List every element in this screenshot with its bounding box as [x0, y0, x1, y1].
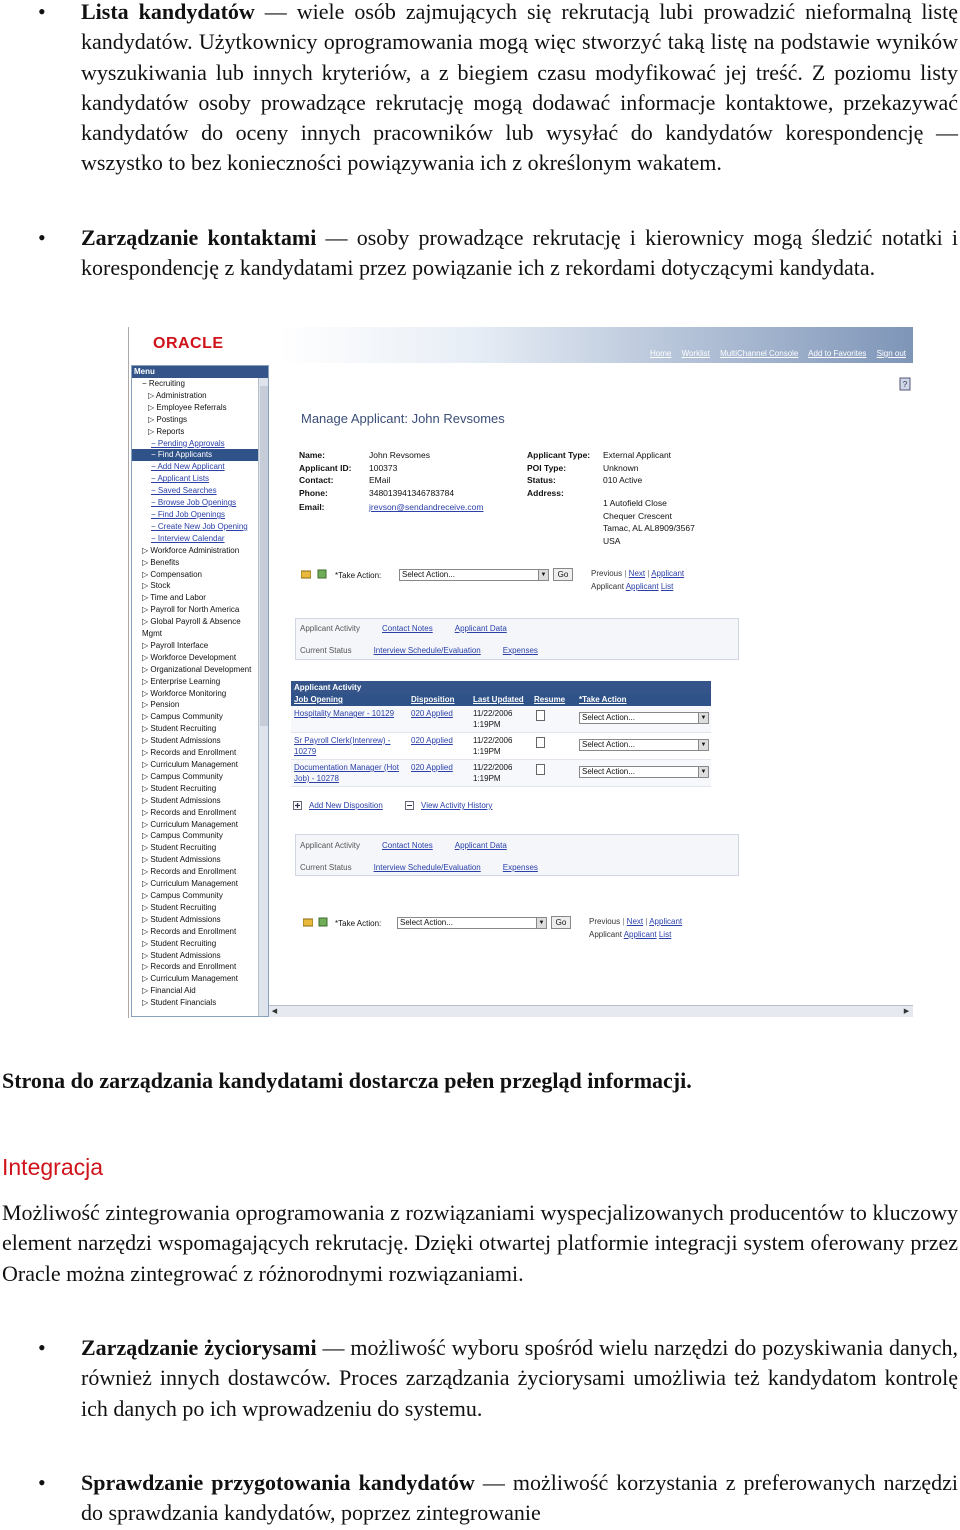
menu-item[interactable]: ▷ Pension	[142, 700, 180, 710]
table-row	[291, 760, 711, 787]
menu-item[interactable]: ▷ Curriculum Management	[142, 879, 238, 889]
nav-link-favorites[interactable]: Add to Favorites	[808, 349, 867, 358]
row-take-action-select[interactable]	[579, 766, 709, 778]
go-button[interactable]: Go	[553, 568, 573, 581]
chevron-down-icon: ▼	[698, 713, 708, 723]
menu-item[interactable]: ▷ Workforce Development	[142, 652, 237, 662]
menu-item[interactable]: ▷ Employee Referrals	[148, 402, 227, 412]
phone-label: Phone:	[299, 487, 328, 498]
menu-item[interactable]: ▷ Reports	[148, 426, 185, 436]
last-updated-date	[473, 735, 512, 757]
resume-icon[interactable]	[536, 737, 545, 748]
menu-item[interactable]: ▷ Curriculum Management	[142, 819, 238, 829]
last-updated-date	[473, 708, 512, 730]
menu-item[interactable]: ▷ Campus Community	[142, 771, 223, 781]
bullet-candidate-screening	[0, 1468, 960, 1529]
date-value: 11/22/2006	[473, 763, 513, 772]
navigate-links: Previous | Next | Applicant Applicant Applicant List	[591, 569, 685, 591]
bullet-contact-management	[0, 223, 960, 284]
menu-item[interactable]: ▷ Records and Enrollment	[142, 748, 237, 758]
bullet-glyph: •	[38, 1470, 46, 1495]
tab-contact-notes-2[interactable]: Contact Notes	[382, 841, 433, 850]
time-value: 1:19PM	[473, 720, 501, 729]
row-action-value: Select Action...	[582, 740, 635, 749]
menu-item[interactable]: ▷ Student Recruiting	[142, 938, 217, 948]
bullet-glyph: •	[38, 1335, 46, 1360]
menu-item[interactable]: − Find Applicants	[132, 449, 268, 461]
phone-value: 348013941346783784	[369, 487, 455, 498]
disposition-link[interactable]: 020 Applied	[411, 709, 453, 718]
type-value: External Applicant	[603, 450, 672, 460]
bullet-text	[81, 223, 958, 284]
poi-value: Unknown	[603, 462, 639, 473]
menu-item[interactable]: − Saved Searches	[151, 486, 217, 496]
menu-item[interactable]: ▷ Workforce Administration	[142, 545, 240, 555]
take-action-select[interactable]	[399, 569, 549, 581]
time-value: 1:19PM	[473, 774, 501, 783]
contact-label: Contact:	[299, 475, 334, 485]
menu-item[interactable]: ▷ Workforce Monitoring	[142, 688, 227, 698]
job-opening-link[interactable]: Sr Payroll Clerk(Intenrew) - 10279	[294, 736, 391, 756]
date-value: 11/22/2006	[473, 736, 513, 745]
applicant-label: Applicant	[591, 582, 624, 591]
bullet-glyph: •	[38, 0, 46, 24]
address-line: Tamac, AL AL8909/3567	[603, 523, 695, 533]
add-disposition-link[interactable]: Add New Disposition	[309, 801, 383, 810]
col-resume: Resume	[534, 695, 566, 704]
job-opening-link[interactable]: Documentation Manager (Hot Job) - 10278	[294, 763, 399, 783]
status-value: 010 Active	[603, 475, 643, 485]
table-row	[291, 706, 711, 733]
horizontal-scrollbar[interactable]	[269, 1005, 913, 1017]
scroll-left-icon[interactable]: ◀	[271, 1008, 278, 1015]
chevron-down-icon: ▼	[698, 767, 708, 777]
menu-item[interactable]: ▷ Benefits	[142, 557, 180, 567]
menu-item[interactable]: ▷ Student Admissions	[142, 914, 221, 924]
menu-item[interactable]: − Interview Calendar	[151, 533, 225, 543]
folder-icon[interactable]	[301, 569, 311, 579]
nav-links	[650, 349, 913, 358]
menu-item[interactable]: ▷ Curriculum Management	[142, 760, 238, 769]
tab-contact-notes[interactable]: Contact Notes	[382, 624, 433, 633]
time-value: 1:19PM	[473, 747, 501, 756]
menu-item[interactable]: ▷ Administration	[148, 390, 207, 400]
page-title: Manage Applicant: John Revsomes	[301, 411, 505, 426]
bullet-body: — osoby prowadzące rekrutację i kierownicy mogą śledzić notatki i korespondencję z kandydatami przez powiązanie ich z rekordami dotyczącymi kandydata.	[81, 225, 958, 281]
email-label: Email:	[299, 502, 325, 512]
bullet-bold: Zarządzanie kontaktami	[81, 225, 317, 250]
nav-link-home[interactable]: Home	[650, 349, 672, 358]
previous-label-2: Previous	[589, 917, 621, 926]
menu-item[interactable]: ▷ Student Financials	[142, 998, 217, 1008]
menu-item[interactable]: Mgmt	[142, 629, 162, 639]
bullet-bold: Sprawdzanie przygotowania kandydatów	[81, 1470, 475, 1495]
take-action-select-2[interactable]	[397, 917, 547, 929]
name-label: Name:	[299, 450, 325, 460]
bullet-bold: Lista kandydatów	[81, 0, 255, 24]
menu-item[interactable]: ▷ Student Recruiting	[142, 724, 217, 734]
tab-current-status-2[interactable]: Current Status	[300, 863, 352, 872]
activity-grid-caption: Applicant Activity	[291, 681, 711, 694]
integration-paragraph: Możliwość zintegrowania oprogramowania z rozwiązaniami wyspecjalizowanych producentów to kluczowy element narzędzi wspomagających rekrutację. Dzięki otwartej platformie integracji system oferowany przez Oracle można zintegrować z różnorodnymi rozwiązaniami.	[2, 1200, 958, 1286]
row-take-action-select[interactable]	[579, 712, 709, 724]
menu-item[interactable]: ▷ Financial Aid	[142, 986, 196, 996]
bullet-text	[81, 1468, 958, 1529]
menu-scroll-thumb[interactable]	[260, 386, 268, 726]
tab-box-top	[295, 618, 739, 660]
menu-scrollbar[interactable]	[258, 378, 268, 1016]
menu-item[interactable]: ▷ Records and Enrollment	[142, 807, 237, 817]
applicant-info-right	[527, 449, 727, 547]
applicant-link[interactable]: Applicant	[651, 569, 685, 578]
nav-link-multichannel[interactable]: MultiChannel Console	[720, 349, 799, 358]
tab-interview-schedule[interactable]: Interview Schedule/Evaluation	[373, 646, 481, 655]
chevron-down-icon: ▼	[698, 740, 708, 750]
bullet-text	[81, 1333, 958, 1424]
bullet-bold: Zarządzanie życiorysami	[81, 1335, 317, 1360]
menu-item[interactable]: ▷ Student Recruiting	[142, 902, 217, 912]
menu-item[interactable]: ▷ Records and Enrollment	[142, 867, 237, 877]
tab-current-status[interactable]: Current Status	[300, 646, 352, 655]
menu-item[interactable]: ▷ Student Admissions	[142, 855, 221, 865]
menu-item[interactable]: ▷ Time and Labor	[142, 593, 206, 603]
tab-applicant-data[interactable]: Applicant Data	[454, 624, 507, 633]
navigate-links-2: Previous | Next | Applicant Applicant Applicant List	[589, 917, 683, 939]
nav-link-signout[interactable]: Sign out	[876, 349, 906, 358]
add-icon[interactable]	[293, 801, 302, 810]
menu-item[interactable]: ▷ Campus Community	[142, 831, 223, 841]
menu-item[interactable]: − Add New Applicant	[151, 462, 225, 472]
list-link-2[interactable]: List	[658, 930, 672, 939]
menu-item[interactable]: ▷ Global Payroll & Absence	[142, 617, 241, 627]
menu-item[interactable]: − Create New Job Opening	[151, 521, 248, 531]
row-action-value: Select Action...	[582, 713, 635, 722]
name-value: John Revsomes	[369, 450, 430, 460]
date-value: 11/22/2006	[473, 709, 513, 718]
nav-link-worklist[interactable]: Worklist	[681, 349, 710, 358]
menu-item[interactable]: ▷ Organizational Development	[142, 664, 252, 674]
tab-applicant-data-2[interactable]: Applicant Data	[454, 841, 507, 850]
menu-item[interactable]: ▷ Enterprise Learning	[142, 676, 221, 686]
row-action-value: Select Action...	[582, 767, 635, 776]
address-lines	[603, 497, 727, 547]
side-menu	[131, 365, 269, 1017]
menu-items	[132, 378, 268, 1009]
col-take-action: *Take Action	[579, 695, 627, 704]
menu-item[interactable]: ▷ Student Recruiting	[142, 783, 217, 793]
menu-item[interactable]: − Browse Job Openings	[151, 498, 237, 508]
menu-item[interactable]: ▷ Campus Community	[142, 890, 223, 900]
type-label: Applicant Type:	[527, 450, 591, 460]
menu-item[interactable]: ▷ Compensation	[142, 569, 202, 579]
address-label: Address:	[527, 487, 564, 498]
poi-label: POI Type:	[527, 462, 567, 473]
history-icon[interactable]	[405, 801, 414, 810]
job-opening-link[interactable]: Hospitality Manager - 10129	[294, 709, 395, 718]
next-link-2[interactable]: Next	[626, 917, 644, 926]
col-disposition[interactable]: Disposition	[411, 695, 455, 704]
contact-value: EMail	[369, 475, 391, 485]
tab-applicant-activity-2[interactable]: Applicant Activity	[300, 841, 361, 850]
menu-item[interactable]: ▷ Campus Community	[142, 712, 223, 722]
bullet-body: — wiele osób zajmujących się rekrutacją lubi prowadzić nieformalną listę kandydatów. Użytkownicy oprogramowania mogą więc stworzyć taką listę na podstawie wyników wyszukiwania lub innych kryteriów, a z biegiem czasu modyfikować jej treść. Z poziomu listy kandydatów osoby prowadzące rekrutację mogą dodawać informacje kontaktowe, przekazywać kandydatów do oceny innych pracowników lub wysyłać do kandydatów korespondencję — wszystko to bez konieczności powiązywania ich z określonym wakatem.	[81, 0, 958, 176]
next-link[interactable]: Next	[628, 569, 646, 578]
menu-item[interactable]: ▷ Student Admissions	[142, 795, 221, 805]
address-line: USA	[603, 535, 621, 546]
email-link[interactable]: jrevson@sendandreceive.com	[369, 502, 484, 512]
tab-expenses-2[interactable]: Expenses	[502, 863, 538, 872]
bullet-body: — możliwość wyboru spośród wielu narzędzi do pozyskiwania danych, również innych dostawców. Proces zarządzania życiorysami umożliwia też kandydatom kontrolę ich danych po ich wprowadzeniu do systemu.	[81, 1335, 958, 1421]
menu-item[interactable]: ▷ Student Admissions	[142, 736, 221, 746]
menu-item[interactable]: ▷ Records and Enrollment	[142, 962, 237, 972]
notes-icon-2[interactable]	[318, 917, 328, 927]
menu-item[interactable]: ▷ Records and Enrollment	[142, 926, 237, 936]
folder-icon-2[interactable]	[303, 917, 313, 927]
menu-title: Menu	[132, 366, 268, 378]
help-icon[interactable]	[899, 377, 911, 391]
disposition-link[interactable]: 020 Applied	[411, 736, 453, 745]
applicant-info-left	[299, 449, 509, 514]
last-updated-date	[473, 762, 512, 784]
chevron-down-icon: ▼	[536, 918, 546, 928]
take-action-label: *Take Action:	[335, 571, 382, 580]
tab-box-bottom	[295, 834, 739, 876]
bullet-text	[81, 0, 958, 179]
section-heading: Integracja	[2, 1154, 104, 1180]
row-take-action-select[interactable]	[579, 739, 709, 751]
menu-item[interactable]: ▷ Postings	[148, 414, 188, 424]
applicant-screenshot-figure	[128, 327, 913, 1018]
chevron-down-icon: ▼	[538, 570, 548, 580]
resume-icon[interactable]	[536, 764, 545, 775]
take-action-select-value: Select Action...	[402, 570, 455, 579]
tab-expenses[interactable]: Expenses	[502, 646, 538, 655]
menu-item[interactable]: ▷ Curriculum Management	[142, 974, 238, 984]
menu-item[interactable]: − Pending Approvals	[151, 438, 225, 448]
menu-item[interactable]: ▷ Payroll Interface	[142, 640, 209, 650]
address-line: 1 Autofield Close	[603, 498, 667, 508]
menu-item[interactable]: − Find Job Openings	[151, 509, 226, 519]
bullet-candidate-list	[0, 0, 960, 179]
oracle-logo: ORACLE	[153, 335, 224, 352]
menu-item[interactable]: ▷ Student Recruiting	[142, 843, 217, 853]
notes-icon[interactable]	[317, 569, 327, 579]
col-last-updated[interactable]: Last Updated	[473, 695, 524, 704]
list-link[interactable]: List	[660, 582, 674, 591]
address-line: Chequer Crescent	[603, 510, 672, 521]
tab-interview-schedule-2[interactable]: Interview Schedule/Evaluation	[373, 863, 481, 872]
top-bar	[129, 327, 913, 363]
nav-strip	[279, 327, 913, 363]
activity-grid-header	[291, 694, 711, 706]
figure-caption: Strona do zarządzania kandydatami dostarcza pełen przegląd informacji.	[2, 1068, 692, 1093]
applicant-link-4[interactable]: Applicant	[623, 930, 657, 939]
activity-grid-rows	[291, 706, 711, 787]
go-button-2[interactable]: Go	[551, 916, 571, 929]
applicant-label-2: Applicant	[589, 930, 622, 939]
table-row	[291, 733, 711, 760]
tab-applicant-activity[interactable]: Applicant Activity	[300, 624, 361, 633]
svg-text:?: ?	[902, 380, 908, 389]
previous-label: Previous	[591, 569, 623, 578]
disposition-link[interactable]: 020 Applied	[411, 763, 453, 772]
menu-item[interactable]: ▷ Stock	[142, 581, 171, 591]
applicant-link-3[interactable]: Applicant	[649, 917, 683, 926]
status-label: Status:	[527, 475, 556, 485]
take-action-label-2: *Take Action:	[335, 919, 382, 928]
bullet-resume-management	[0, 1333, 960, 1424]
id-value: 100373	[369, 462, 398, 473]
view-history-link[interactable]: View Activity History	[421, 801, 493, 810]
menu-item[interactable]: ▷ Student Admissions	[142, 950, 221, 960]
resume-icon[interactable]	[536, 710, 545, 721]
menu-item[interactable]: ▷ Payroll for North America	[142, 605, 240, 615]
bullet-body: — możliwość korzystania z preferowanych narzędzi do sprawdzania kandydatów, poprzez zintegrowanie	[81, 1470, 958, 1526]
id-label: Applicant ID:	[299, 462, 352, 473]
col-job-opening[interactable]: Job Opening	[294, 695, 343, 704]
activity-grid	[291, 681, 711, 787]
scroll-right-icon[interactable]: ▶	[903, 1008, 910, 1015]
take-action-select-value-2: Select Action...	[400, 918, 453, 927]
menu-item[interactable]: − Applicant Lists	[151, 474, 210, 484]
menu-item[interactable]: − Recruiting	[142, 379, 185, 388]
applicant-link-2[interactable]: Applicant	[625, 582, 659, 591]
bullet-glyph: •	[38, 225, 46, 250]
